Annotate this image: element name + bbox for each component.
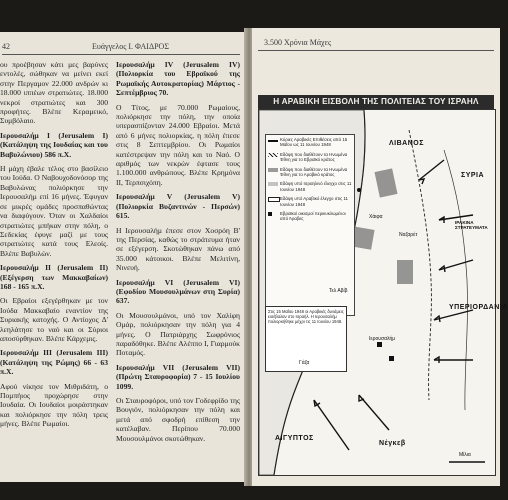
- square-swatch-icon: [268, 212, 272, 216]
- header-rule: [2, 54, 240, 55]
- place-label: Μίλια: [459, 452, 471, 458]
- entry-heading: Ιερουσαλήμ II (Jerusalem II) (Εξέγερση των Μακκαβαίων) 168 - 165 π.Χ.: [0, 263, 108, 291]
- entry-heading: Ιερουσαλήμ I (Jerusalem I) (Κατάληψη της Ιουδαίας και του Βαβυλώνιου) 586 π.Χ.: [0, 130, 108, 159]
- legend-text: Εδάφη που διαθέτουν τα Ηνωμένα Έθνη για το Εβραϊκό κράτος: [280, 151, 348, 163]
- legend-entry: [266, 165, 354, 180]
- entry-text: Αφού νίκησε τον Μιθριδάτη, ο Πομπήιος προχώρησε στην Ιουδαία. Οι Ιουδαίοι μοιράστηκαν και πολιόρκησε την πόλη τρεις μήνες. Βλέπε Ρωμαίοι.: [0, 381, 108, 429]
- place-label: Τελ Αβίβ: [329, 288, 348, 294]
- map-title: Η ΑΡΑΒΙΚΗ ΕΙΣΒΟΛΗ ΤΗΣ ΠΟΛΙΤΕΙΑΣ ΤΟΥ ΙΣΡΑΗΛ: [258, 95, 494, 109]
- outline-swatch-icon: [268, 197, 280, 202]
- place-label: ΥΠΕΡΙΟΡΔΑΝΙΑ: [449, 304, 508, 311]
- place-label: ΛΙΒΑΝΟΣ: [389, 140, 424, 147]
- legend-entry: [266, 179, 354, 194]
- place-label: ΑΙΓΥΠΤΟΣ: [275, 435, 314, 442]
- legend-text: Εδάφη υπό Ισραηλινό έλεγχο στις 11 Ιουνίου 1948: [280, 181, 352, 192]
- place-label: Χάιφα: [369, 214, 383, 220]
- legend-text: Εδάφη υπό Αραβικό έλεγχο στις 11 Ιουνίου 1948: [280, 196, 349, 207]
- legend-text: Εδάφη που διαθέτουν τα Ηνωμένα Έθνη για το Αραβικό κράτος: [280, 166, 348, 178]
- entry-heading: Ιερουσαλήμ III (Jerusalem III) (Κατάληψη της Ρώμης) 66 - 63 π.Χ.: [0, 348, 108, 377]
- legend-entry: [266, 150, 354, 165]
- entry-text: Η μάχη έβαλε τέλος στο βασίλειο του Ιούδα. Ο Ναβουχοδονόσορ της Βαβυλώνας πολιόρκησε την Ιερουσαλήμ επί 16 μήνες. Έφυγαν σε μικρές ομάδες προσπαθώντας να διαφύγουν. Όταν οι Χαλδαίοι στρατιώτες μπήκαν στην πόλη, ο Σεδεκίας έφυγε μαζί με τους στρατιώτες κατά τους Ελεοίς. Βλέπε Βαβυλών.: [0, 164, 108, 258]
- entry-text: Οι Μουσουλμάνοι, υπό τον Χαλίφη Ομάρ, πολιόρκησαν την πόλη για 4 μήνες. Ο Πατριάρχης Σωφρόνιος παραδόθηκε. Βλέπε Αλέππο I, Γιαρμούκ Ποταμός.: [116, 310, 240, 358]
- legend-text: Κύριες Αραβικές Επιθέσεις από 15 Μαΐου ως 11 Ιουνίου 1948: [280, 137, 348, 148]
- entry-heading: Ιερουσαλήμ V (Jerusalem V) (Πολιορκία Βυζαντινών - Περσών) 615.: [116, 192, 240, 221]
- running-head: Ευάγγελος Ι. ΦΑΙΔΡΟΣ: [92, 42, 169, 51]
- text-column-1: [0, 60, 108, 434]
- entry-text: Η Ιερουσαλήμ έπεσε στον Χοσρόη Β' της Περσίας, καθώς το στράτευμα ήταν σε εξέγερση. Σκοτώθηκαν πάνω από 35.000 κάτοικοι. Βλέπε Μελιτίνη, Νινευή.: [116, 225, 240, 273]
- hatch-swatch-icon: [268, 153, 278, 157]
- right-page: [252, 28, 508, 486]
- river-line: [444, 150, 467, 410]
- header-rule-right: [258, 50, 494, 51]
- place-label: ΣΥΡΙΑ: [461, 172, 485, 179]
- page-number: 42: [2, 42, 10, 51]
- entry-heading: Ιερουσαλήμ VI (Jerusalem VI) (Εφοδίου Μουσουλμάνων στη Συρία) 637.: [116, 277, 240, 306]
- legend-entry: [266, 135, 354, 150]
- place-label: ΙΡΑΚΙΝΑ ΣΤΡΑΤΕΥΜΑΤΑ: [455, 220, 488, 230]
- legend-entry: [266, 209, 354, 224]
- running-head-right: 3.500 Χρόνια Μάχες: [264, 38, 332, 47]
- grey-swatch-icon: [268, 168, 278, 172]
- entry-text: Οι Σταυροφόροι, υπό τον Γοδεφρίδο της Βουγιόν, πολιόρκησαν την πόλη και μετά από σφοδρή επίθεση την κατέλαβαν. Περίπου 70.000 Μουσουλμάνοι σκοτώθηκαν.: [116, 396, 240, 443]
- place-label: Γάζα: [299, 360, 310, 366]
- text-column-2: [116, 60, 240, 448]
- entry-text: ου προέβησαν κάτι μες βαρύνες εντολές, σώθηκαν να μείνει εκεί στην Περγαμον 22.000 ανδρών κι 18.000 ιππέων στρατιώτες. 18.000 νεκροί στρατιώτες και 300 προφήτες. Βλέπε Κεραμεικό, Συμβόλαιο.: [0, 60, 108, 126]
- legend-text: Εβραϊκοί οικισμοί περικυκλωμένοι από Άραβες: [280, 211, 346, 222]
- arrow-swatch-icon: [268, 140, 278, 142]
- entry-heading: Ιερουσαλήμ VII (Jerusalem VII) (Πρώτη Σταυροφορία) 7 - 15 Ιουλίου 1099.: [116, 362, 240, 391]
- map-figure: [258, 109, 508, 476]
- place-label: Ναζαρέτ: [399, 232, 418, 238]
- place-label: Ιερουσαλήμ: [369, 336, 396, 342]
- entry-text: Οι Εβραίοι εξεγέρθηκαν με τον Ιούδα Μακκαβαίο εναντίον της Συριακής κατοχής. Ο Αντίοχος Δ' λεηλάτησε το ναό και οι Σύριοι αποσύρθηκαν. Βλέπε Κάρχεμις.: [0, 296, 108, 343]
- map-note: Στις 15 Μαΐου 1948 οι Αραβικές δυνάμεις εισέβαλαν στο Ισραήλ. Η Ιερουσαλήμ πολιορκήθηκε μέχρι τις 11 Ιουνίου 1948.: [265, 306, 347, 372]
- place-label: Νέγκεβ: [379, 440, 406, 447]
- legend-entry: [266, 194, 354, 209]
- entry-heading: Ιερουσαλήμ IV (Jerusalem IV) (Πολιορκία του Εβραϊκού της Ρωμαϊκής Αυτοκρατορίας) Μάρτιος - Σεπτέμβριος 70.: [116, 60, 240, 98]
- left-page: [0, 32, 246, 482]
- dots-swatch-icon: [268, 182, 278, 186]
- entry-text: Ο Τίτος, με 70.000 Ρωμαίους, πολιόρκησε την πόλη, την οποία υπερασπίζονταν 24.000 Εβραίοι. Μετά από 6 μήνες πολιορκίας, η πόλη έπεσε στις 8 Σεπτεμβρίου. Οι Ρωμαίοι κατέστρεψαν την πόλη και το Ναό. Ο αριθμός των νεκρών έφτασε τους 1.100.000 ανθρώπους. Βλέπε Κρημόνα II, Τερπσιχόπη.: [116, 102, 240, 187]
